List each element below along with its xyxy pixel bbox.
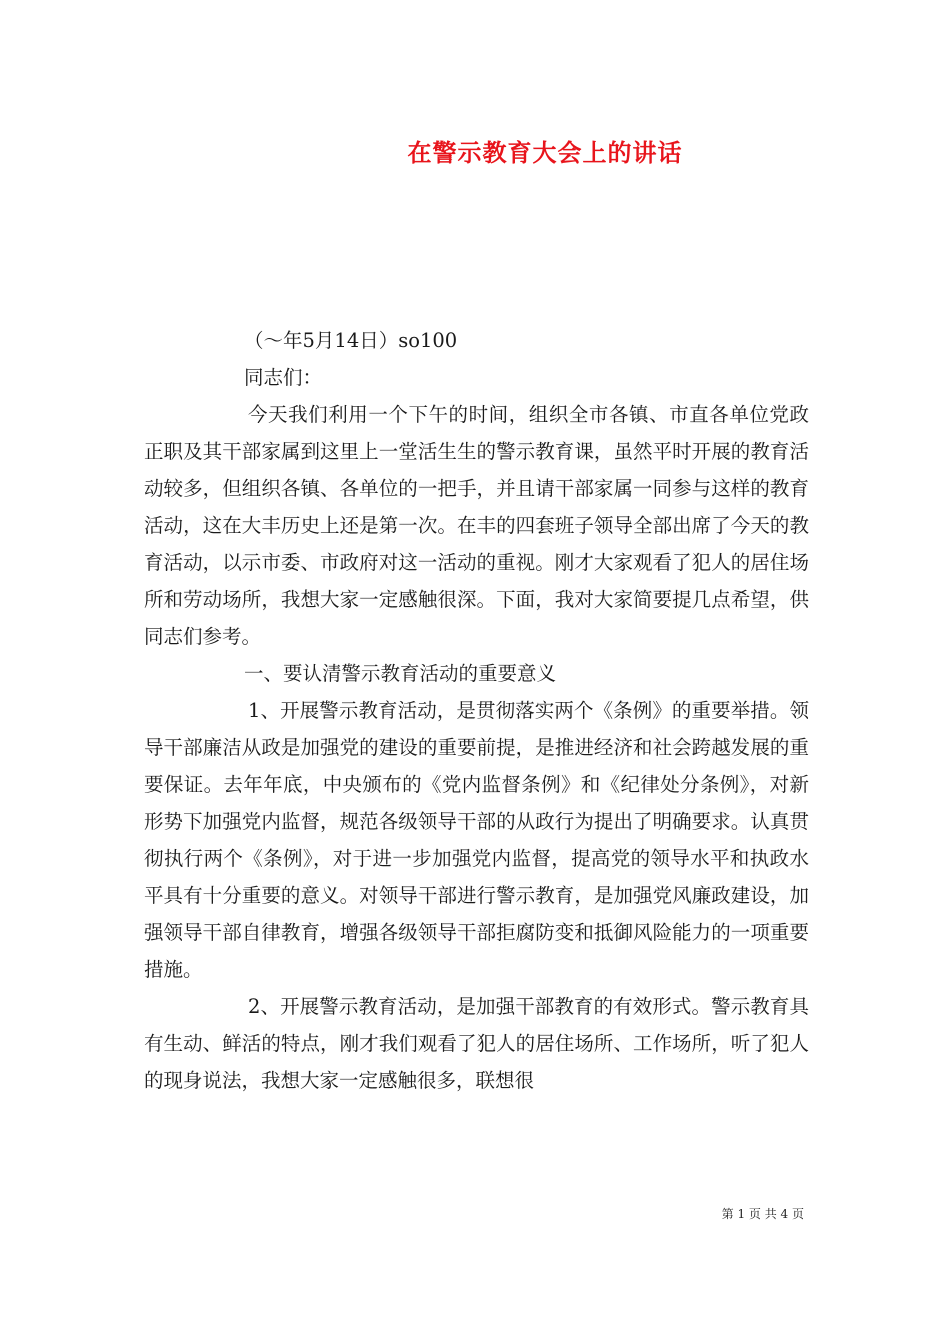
date-line: （～年5月14日）so100 bbox=[244, 329, 458, 352]
salutation: 同志们： bbox=[244, 366, 323, 389]
section-heading: 一、要认清警示教育活动的重要意义 bbox=[244, 662, 557, 685]
page-number: 第 1 页 共 4 页 bbox=[721, 1207, 804, 1221]
document-body bbox=[144, 322, 809, 1099]
paragraph-point-2: 2、开展警示教育活动，是加强干部教育的有效形式。警示教育具有生动、鲜活的特点，刚才我们观看了犯人的居住场所、工作场所，听了犯人的现身说法，我想大家一定感触很多，联想很 bbox=[144, 995, 809, 1092]
document-title: 在警示教育大会上的讲话 bbox=[407, 138, 683, 167]
paragraph-intro: 今天我们利用一个下午的时间，组织全市各镇、市直各单位党政正职及其干部家属到这里上一堂活生生的警示教育课，虽然平时开展的教育活动较多，但组织各镇、各单位的一把手，并且请干部家属一同参与这样的教育活动，这在大丰历史上还是第一次。在丰的四套班子领导全部出席了今天的教育活动，以示市委、市政府对这一活动的重视。刚才大家观看了犯人的居住场所和劳动场所，我想大家一定感触很深。下面，我对大家简要提几点希望，供同志们参考。 bbox=[144, 403, 809, 648]
paragraph-point-1: 1、开展警示教育活动，是贯彻落实两个《条例》的重要举措。领导干部廉洁从政是加强党的建设的重要前提，是推进经济和社会跨越发展的重要保证。去年年底，中央颁布的《党内监督条例》和《纪律处分条例》，对新形势下加强党内监督，规范各级领导干部的从政行为提出了明确要求。认真贯彻执行两个《条例》，对于进一步加强党内监督，提高党的领导水平和执政水平具有十分重要的意义。对领导干部进行警示教育，是加强党风廉政建设，加强领导干部自律教育，增强各级领导干部拒腐防变和抵御风险能力的一项重要措施。 bbox=[144, 699, 809, 981]
